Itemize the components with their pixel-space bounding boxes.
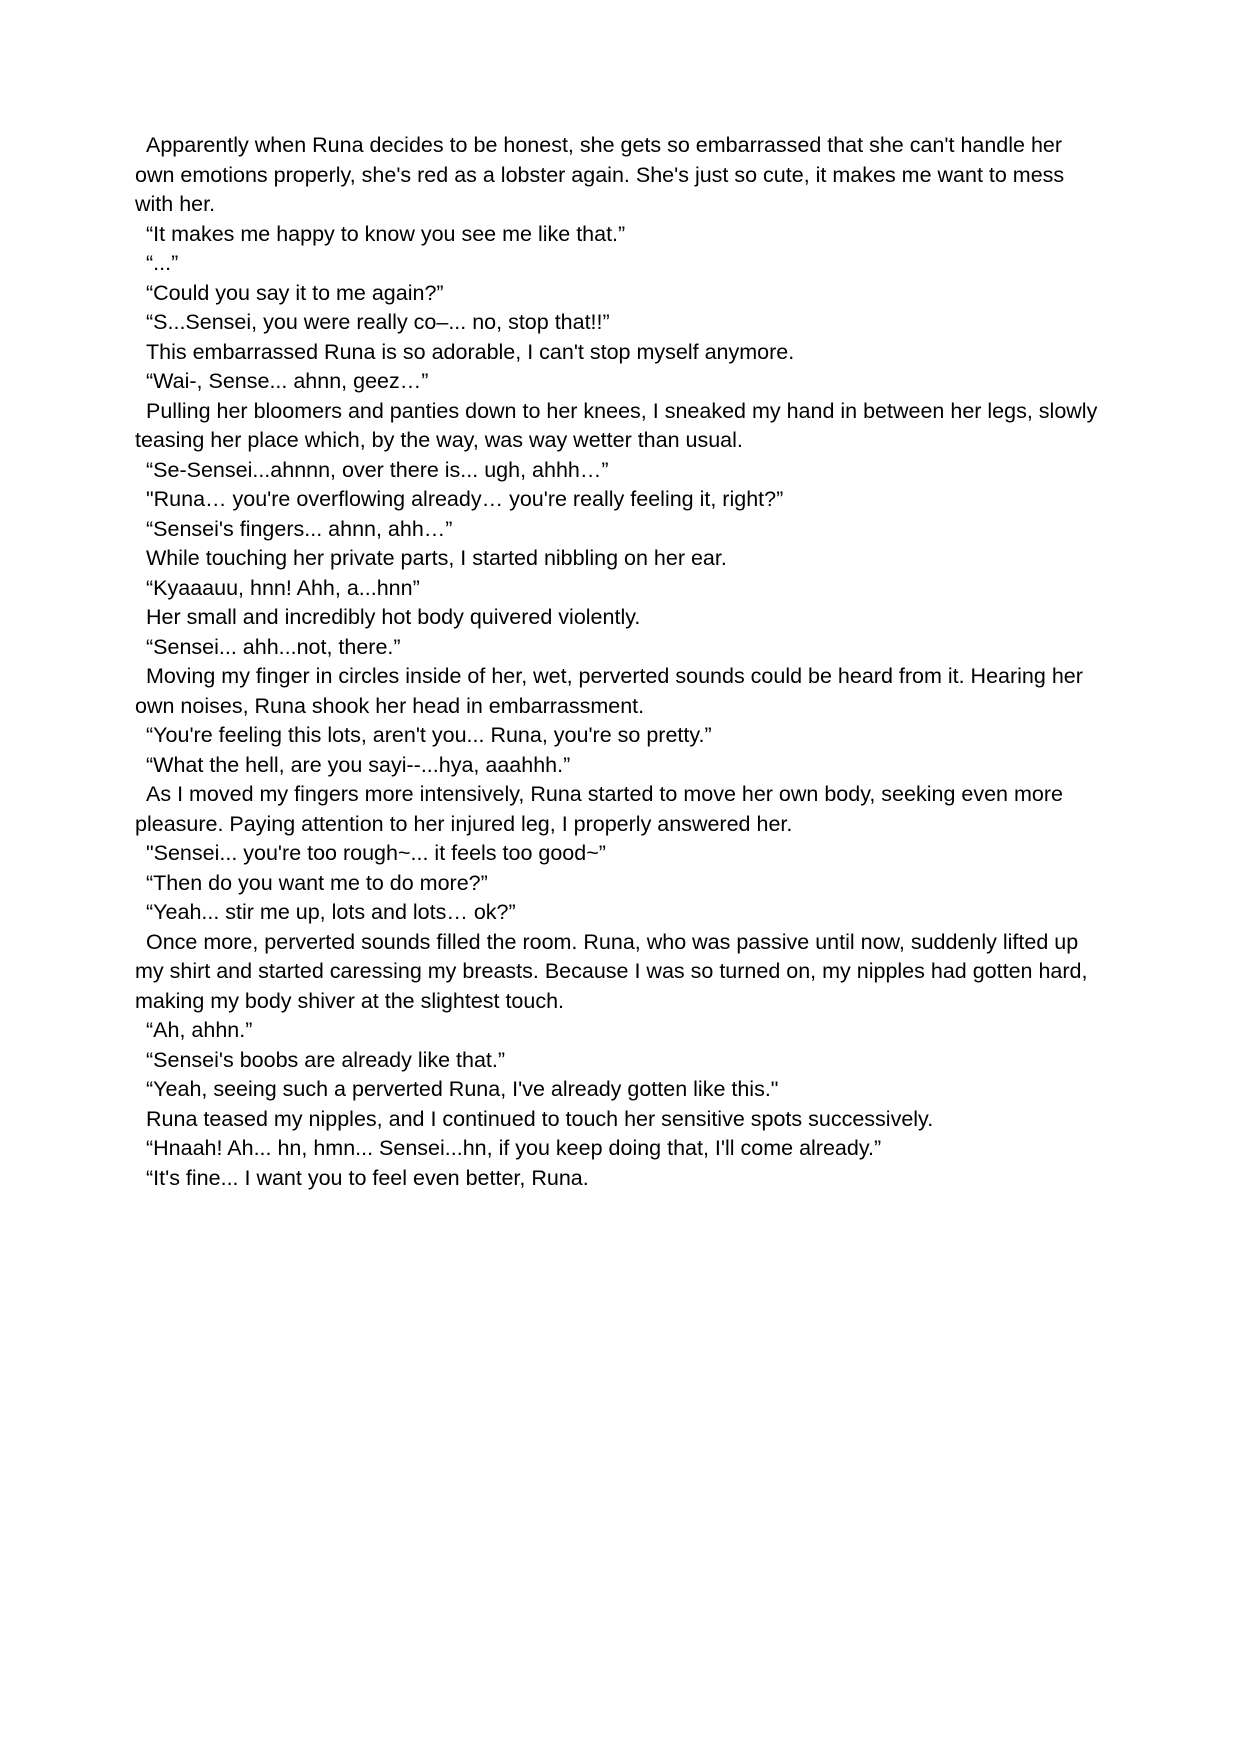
- paragraph: “Hnaah! Ah... hn, hmn... Sensei...hn, if you keep doing that, I'll come already.”: [146, 1136, 882, 1160]
- paragraph: Runa teased my nipples, and I continued to touch her sensitive spots successively.: [146, 1106, 934, 1131]
- paragraph: Pulling her bloomers and panties down to her knees, I sneaked my hand in between her legs, slowly teasing her place which, by the way, was way wetter than usual.: [135, 398, 1104, 452]
- paragraph: “Wai-, Sense... ahnn, geez…”: [146, 369, 429, 393]
- paragraph: Moving my finger in circles inside of her, wet, perverted sounds could be heard from it. Hearing her own noises, Runa shook her head in embarrassment.: [135, 664, 1089, 718]
- paragraph: “Could you say it to me again?”: [146, 280, 444, 305]
- paragraph: “It makes me happy to know you see me like that.”: [146, 221, 626, 246]
- paragraph: “Sensei... ahh...not, there.”: [146, 634, 401, 659]
- paragraph: “Yeah... stir me up, lots and lots… ok?”: [146, 900, 516, 924]
- paragraph: “S...Sensei, you were really co–... no, stop that!!”: [146, 310, 610, 334]
- paragraph: “You're feeling this lots, aren't you... Runa, you're so pretty.”: [146, 723, 712, 747]
- paragraph: “What the hell, are you sayi--...hya, aaahhh.”: [146, 752, 571, 777]
- paragraph: “It's fine... I want you to feel even better, Runa.: [146, 1165, 589, 1190]
- paragraph: “Sensei's fingers... ahnn, ahh…”: [146, 516, 453, 541]
- paragraph: This embarrassed Runa is so adorable, I can't stop myself anymore.: [146, 339, 795, 364]
- paragraph: “Ah, ahhn.”: [146, 1018, 253, 1042]
- paragraph: As I moved my fingers more intensively, Runa started to move her own body, seeking even more pleasure. Paying attention to her injured leg, I properly answered her.: [135, 782, 1069, 836]
- paragraph: “Then do you want me to do more?”: [146, 870, 488, 895]
- paragraph: “...”: [146, 251, 179, 275]
- paragraph: While touching her private parts, I started nibbling on her ear.: [146, 546, 727, 570]
- paragraph: “Yeah, seeing such a perverted Runa, I've already gotten like this.": [146, 1077, 779, 1101]
- paragraph: Apparently when Runa decides to be honest, she gets so embarrassed that she can't handle her own emotions properly, she's red as a lobster again. She's just so cute, it makes me want to mess with her.: [135, 133, 1071, 216]
- paragraph: “Kyaaauu, hnn! Ahh, a...hnn”: [146, 575, 420, 600]
- paragraph: Her small and incredibly hot body quivered violently.: [146, 605, 641, 629]
- paragraph: Once more, perverted sounds filled the room. Runa, who was passive until now, suddenly lifted up my shirt and started caressing my breasts. Because I was so turned on, my nipples had gotten hard, making my body shiver at the slightest touch.: [135, 929, 1094, 1013]
- paragraph: “Sensei's boobs are already like that.”: [146, 1047, 506, 1072]
- paragraph: "Runa… you're overflowing already… you're really feeling it, right?”: [146, 487, 784, 511]
- paragraph: "Sensei... you're too rough~... it feels too good~”: [146, 841, 606, 865]
- paragraph: “Se-Sensei...ahnnn, over there is... ugh, ahhh…”: [146, 457, 609, 482]
